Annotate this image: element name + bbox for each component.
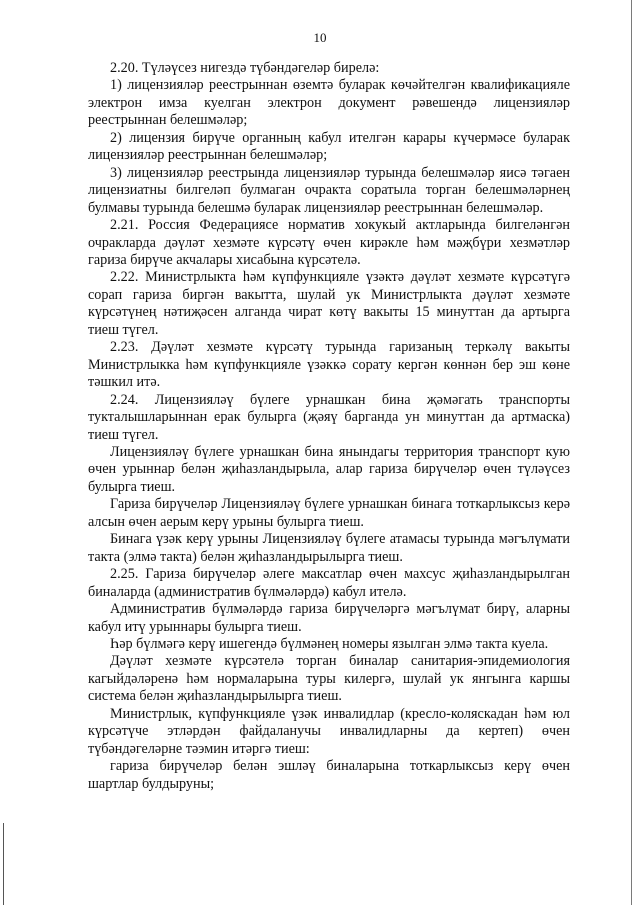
document-body — [88, 60, 570, 793]
paragraph-2-23: 2.23. Дәүләт хезмәте күрсәтү турында гаризаның теркәлү вакыты Министрлыкка һәм күпфункцияле үзәккә сорату кергән көннән бер эш көне тәшкил итә. — [88, 339, 570, 391]
paragraph-2-20: 2.20. Түләүсез нигездә түбәндәгеләр бирелә: — [110, 60, 380, 76]
paragraph-signboard: Бинага үзәк керү урыны Лицензияләү бүлеге атамасы турында мәгълүмати такта (элмә такта) белән җиһазландырылырга тиеш. — [88, 531, 570, 565]
paragraph-parking: Лицензияләү бүлеге урнашкан бина янындагы территория транспорт кую өчен урыннар белән җиһазландырыла, алар гариза бирүчеләр өчен түләүсез булырга тиеш. — [88, 443, 570, 495]
paragraph-entrance: Гариза бирүчеләр Лицензияләү бүлеге урнашкан бинага тоткарлыксыз керә алсын өчен аерым керү урыны булырга тиеш. — [88, 496, 570, 530]
paragraph-2-22: 2.22. Министрлыкта һәм күпфункцияле үзәктә дәүләт хезмәте күрсәтүгә сорап гариза биргән вакытта, шулай ук Министрлыкта дәүләт хезмәте күрсәтүнең нәтиҗәсен алганда чират көтү вакыты 15 минуттан да артырга тиеш түгел. — [88, 269, 570, 338]
paragraph-admin-rooms: Административ бүлмәләрдә гариза бирүчеләргә мәгълүмат бирү, аларны кабул итү урыннары булырга тиеш. — [88, 601, 570, 635]
paragraph-access: гариза бирүчеләр белән эшләү биналарына тоткарлыксыз керү өчен шартлар булдыруны; — [88, 758, 570, 792]
scan-edge-line — [631, 0, 632, 905]
scan-margin-mark — [3, 823, 4, 905]
paragraph-disabled: Министрлык, күпфункцияле үзәк инвалидлар (кресло-коляскадан һәм юл күрсәтүче этләрдән файдаланучы инвалидларны да кертеп) өчен түбәндәгеләрне тәэмин итәргә тиеш: — [88, 705, 570, 757]
page-number: 10 — [313, 30, 327, 45]
list-item-2: 2) лицензия бирүче органның кабул ителгән карары күчермәсе буларак лицензияләр реестрыннан белешмәләр; — [88, 129, 570, 164]
list-item-3: 3) лицензияләр реестрында лицензияләр турында белешмәләр яисә тәгаен лицензиатны билгеләп булмаган очракта соратыла торган белешмәләрнең булмавы турында белешмә буларак лицензияләр реестрыннан белешмәләр. — [88, 164, 570, 216]
paragraph-room-number: Һәр бүлмәгә керү ишегендә бүлмәнең номеры язылган элмә такта куела. — [110, 635, 549, 652]
list-item-1: 1) лицензияләр реестрыннан өземтә буларак көчәйтелгән квалификацияле электрон имза куелган электрон документ рәвешендә лицензияләр реестрыннан белешмәләр; — [88, 77, 570, 129]
paragraph-2-24: 2.24. Лицензияләү бүлеге урнашкан бина җәмәгать транспорты тукталышларыннан ерак булырга (җәяү барганда ун минуттан да артмаска) тиеш түгел. — [88, 391, 570, 443]
paragraph-2-25: 2.25. Гариза бирүчеләр әлеге максатлар өчен махсус җиһазландырылган биналарда (административ бүлмәләрдә) кабул ителә. — [88, 566, 570, 600]
paragraph-2-21: 2.21. Россия Федерациясе норматив хокукый актларында билгеләнгән очракларда дәүләт хезмәте күрсәтү өчен кирәкле һәм мәҗбүри хезмәтләр гариза бирүче акчалары хисабына күрсәтелә. — [88, 217, 570, 268]
paragraph-sanitary: Дәүләт хезмәте күрсәтелә торган биналар санитария-эпидемиология кагыйдәләренә һәм нормаларына туры килергә, шулай ук янгынга каршы система белән җиһазландырылырга тиеш. — [88, 653, 570, 705]
